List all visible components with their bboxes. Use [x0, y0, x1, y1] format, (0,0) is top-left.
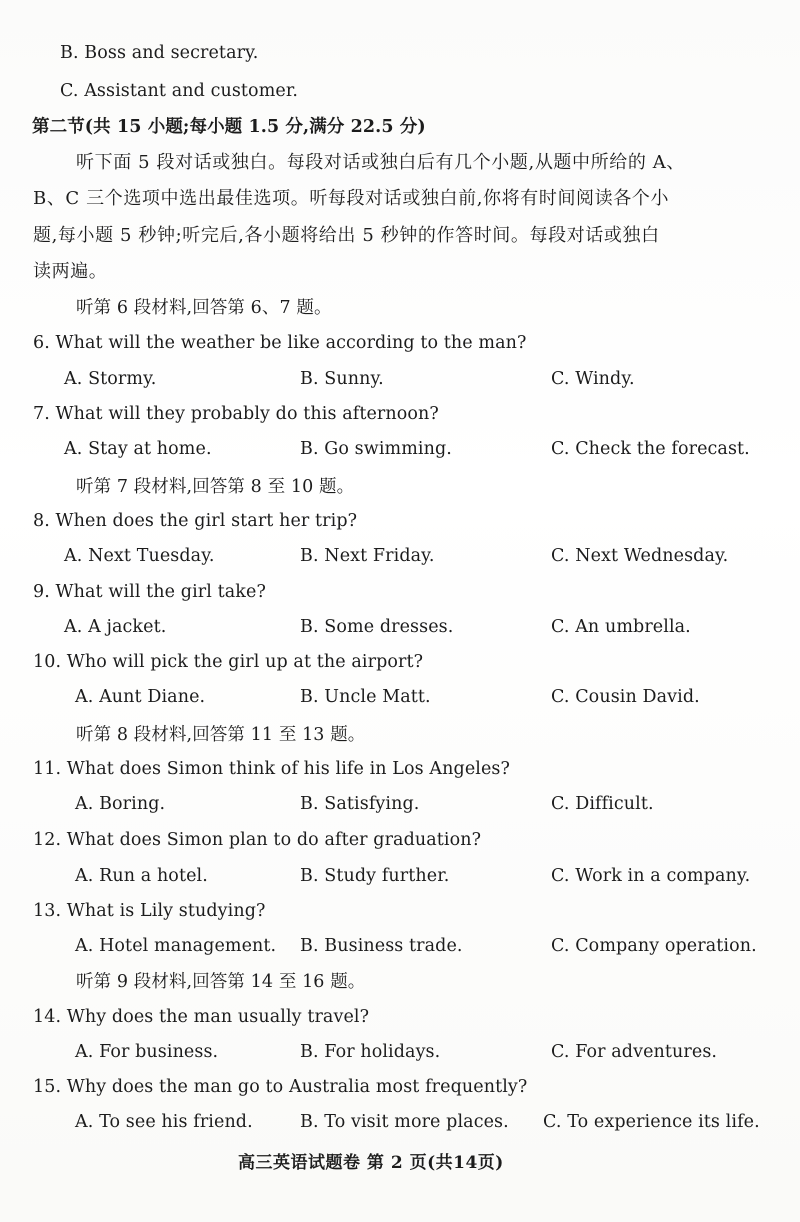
q15-option-b: B. To visit more places.: [300, 1112, 509, 1132]
q15-option-c: C. To experience its life.: [543, 1112, 760, 1132]
q15-option-a: A. To see his friend.: [75, 1112, 253, 1132]
q13-option-a: A. Hotel management.: [75, 936, 277, 956]
q6-option-a: A. Stormy.: [64, 369, 157, 389]
question-13: 13. What is Lily studying?: [33, 901, 266, 921]
material-heading-8: 听第 8 段材料,回答第 11 至 13 题。: [76, 725, 366, 745]
question-15: 15. Why does the man go to Australia most frequently?: [33, 1077, 528, 1097]
q8-option-c: C. Next Wednesday.: [551, 546, 729, 566]
q13-option-c: C. Company operation.: [551, 936, 757, 956]
question-7: 7. What will they probably do this afternoon?: [33, 404, 439, 424]
instruction-line-1: 听下面 5 段对话或独白。每段对话或独白后有几个小题,从题中所给的 A、: [76, 152, 685, 173]
q6-option-c: C. Windy.: [551, 369, 635, 389]
q6-option-b: B. Sunny.: [300, 369, 384, 389]
question-6: 6. What will the weather be like according to the man?: [33, 333, 527, 353]
q9-option-b: B. Some dresses.: [300, 617, 454, 637]
material-heading-7: 听第 7 段材料,回答第 8 至 10 题。: [76, 477, 355, 497]
q11-option-a: A. Boring.: [75, 794, 166, 814]
q12-option-b: B. Study further.: [300, 866, 450, 886]
q7-option-a: A. Stay at home.: [64, 439, 212, 459]
option-b-previous: B. Boss and secretary.: [60, 43, 259, 63]
q7-option-b: B. Go swimming.: [300, 439, 452, 459]
q10-option-b: B. Uncle Matt.: [300, 687, 431, 707]
q10-option-a: A. Aunt Diane.: [75, 687, 206, 707]
q14-option-b: B. For holidays.: [300, 1042, 441, 1062]
q7-option-c: C. Check the forecast.: [551, 439, 750, 459]
q9-option-c: C. An umbrella.: [551, 617, 691, 637]
q12-option-c: C. Work in a company.: [551, 866, 751, 886]
q8-option-a: A. Next Tuesday.: [64, 546, 215, 566]
q13-option-b: B. Business trade.: [300, 936, 463, 956]
q10-option-c: C. Cousin David.: [551, 687, 700, 707]
q12-option-a: A. Run a hotel.: [75, 866, 208, 886]
question-12: 12. What does Simon plan to do after graduation?: [33, 830, 482, 850]
instruction-line-3: 题,每小题 5 秒钟;听完后,各小题将给出 5 秒钟的作答时间。每段对话或独白: [33, 225, 660, 246]
question-8: 8. When does the girl start her trip?: [33, 511, 358, 531]
q14-option-c: C. For adventures.: [551, 1042, 718, 1062]
page-footer: 高三英语试题卷 第 2 页(共14页): [238, 1153, 504, 1173]
q8-option-b: B. Next Friday.: [300, 546, 435, 566]
option-c-previous: C. Assistant and customer.: [60, 81, 299, 101]
question-11: 11. What does Simon think of his life in Los Angeles?: [33, 759, 510, 779]
q9-option-a: A. A jacket.: [64, 617, 167, 637]
instruction-line-4: 读两遍。: [33, 261, 108, 282]
question-14: 14. Why does the man usually travel?: [33, 1007, 370, 1027]
q14-option-a: A. For business.: [75, 1042, 219, 1062]
instruction-line-2: B、C 三个选项中选出最佳选项。听每段对话或独白前,你将有时间阅读各个小: [33, 188, 670, 209]
section-heading: 第二节(共 15 小题;每小题 1.5 分,满分 22.5 分): [32, 117, 426, 137]
material-heading-9: 听第 9 段材料,回答第 14 至 16 题。: [76, 972, 366, 992]
question-9: 9. What will the girl take?: [33, 582, 266, 602]
material-heading-6: 听第 6 段材料,回答第 6、7 题。: [76, 298, 332, 318]
q11-option-c: C. Difficult.: [551, 794, 654, 814]
q11-option-b: B. Satisfying.: [300, 794, 420, 814]
question-10: 10. Who will pick the girl up at the airport?: [33, 652, 424, 672]
